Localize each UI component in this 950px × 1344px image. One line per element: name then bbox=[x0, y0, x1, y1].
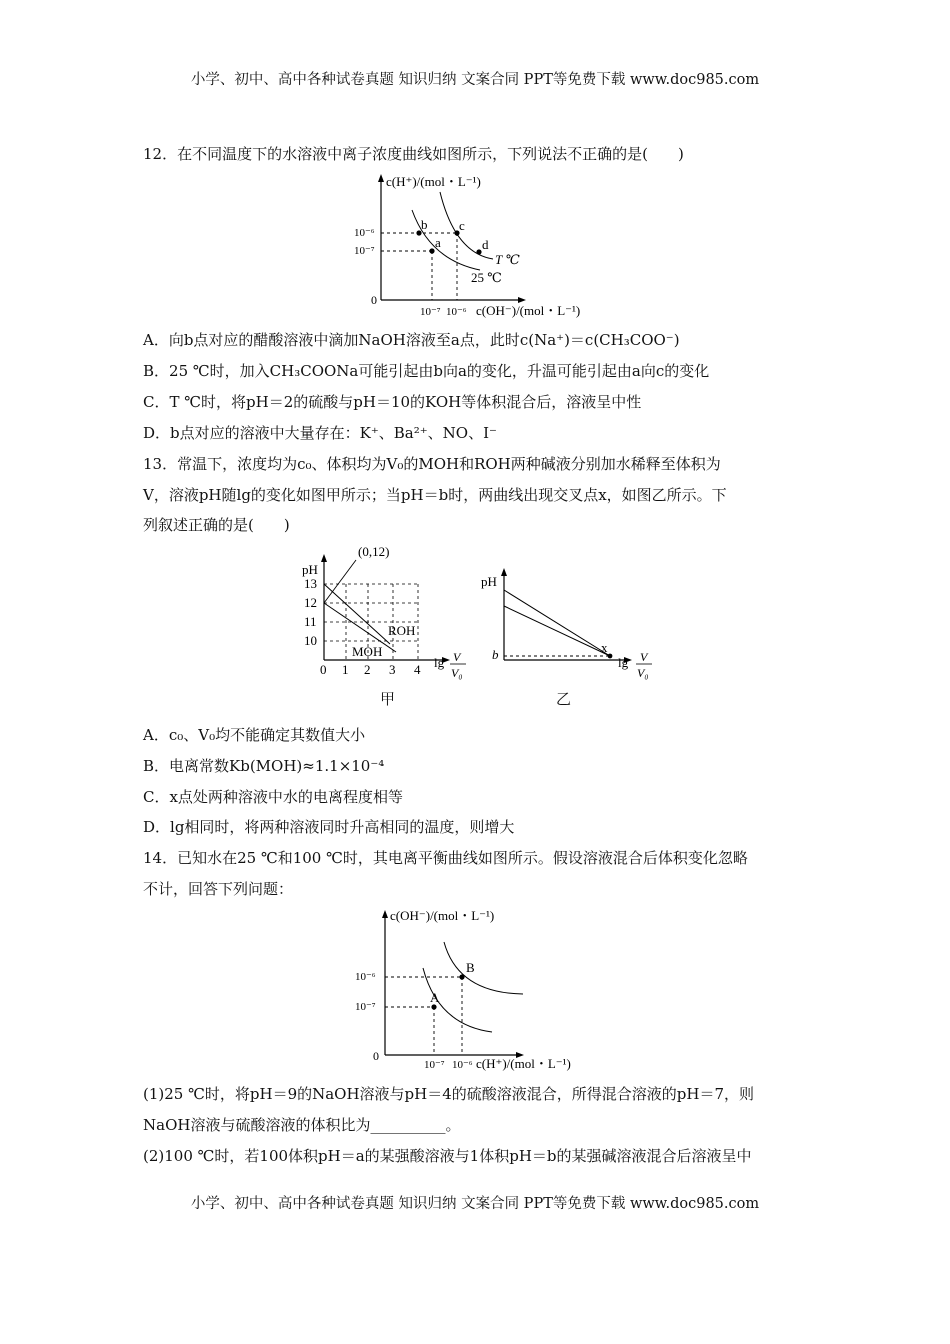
q14-xtick-2: 10⁻⁶ bbox=[452, 1059, 473, 1071]
jia-ytick-10: 10 bbox=[304, 633, 317, 648]
q12-graph bbox=[340, 168, 610, 318]
q14-ytick-2: 10⁻⁷ bbox=[355, 1001, 376, 1013]
q12-origin: 0 bbox=[371, 293, 377, 307]
q12-point-d: d bbox=[482, 237, 489, 252]
jia-xtick-0: 0 bbox=[320, 662, 327, 677]
q12-ytick-2: 10⁻⁷ bbox=[354, 245, 375, 257]
q14-stem-2: 不计，回答下列问题： bbox=[143, 880, 294, 898]
jia-ytick-11: 11 bbox=[304, 614, 317, 629]
q13-stem-3: 列叙述正确的是( ) bbox=[143, 516, 290, 534]
q12-option-d: D．b点对应的溶液中大量存在：K⁺、Ba²⁺、NO、I⁻ bbox=[143, 424, 497, 442]
yi-x-label: lg bbox=[618, 655, 629, 670]
jia-y-label: pH bbox=[302, 562, 318, 577]
q13-graph-jia bbox=[296, 540, 476, 680]
q14-stem-1: 14．已知水在25 ℃和100 ℃时，其电离平衡曲线如图所示。假设溶液混合后体积变化忽略 bbox=[143, 849, 748, 867]
yi-x-point: x bbox=[601, 640, 608, 655]
q14-origin: 0 bbox=[373, 1049, 379, 1063]
q14-part1-line1: (1)25 ℃时，将pH＝9的NaOH溶液与pH＝4的硫酸溶液混合，所得混合溶液的pH＝7，则 bbox=[143, 1085, 755, 1103]
jia-frac-den: V₀ bbox=[451, 666, 463, 680]
q12-ytick-1: 10⁻⁶ bbox=[354, 227, 375, 239]
jia-xtick-3: 3 bbox=[389, 662, 396, 677]
jia-point-label: (0,12) bbox=[358, 544, 390, 559]
q12-option-b: B．25 ℃时，加入CH₃COONa可能引起由b向a的变化，升温可能引起由a向c的变化 bbox=[143, 362, 710, 380]
q14-point-B: B bbox=[466, 960, 475, 975]
yi-y-label: pH bbox=[481, 574, 497, 589]
q12-curve-25: 25 ℃ bbox=[471, 270, 502, 285]
q12-x-label: c(OH⁻)/(mol・L⁻¹) bbox=[476, 303, 581, 318]
page-footer: 小学、初中、高中各种试卷真题 知识归纳 文案合同 PPT等免费下载 www.doc985.com bbox=[190, 1196, 760, 1212]
q13-stem-2: V，溶液pH随lg的变化如图甲所示；当pH＝b时，两曲线出现交叉点x，如图乙所示。下 bbox=[143, 486, 727, 504]
q12-option-c: C．T ℃时，将pH＝2的硫酸与pH＝10的KOH等体积混合后，溶液呈中性 bbox=[143, 393, 642, 411]
q12-curve-T: T ℃ bbox=[495, 252, 520, 267]
jia-caption: 甲 bbox=[380, 690, 396, 708]
q13-option-d: D．lg相同时，将两种溶液同时升高相同的温度，则增大 bbox=[143, 818, 515, 836]
q12-point-a: a bbox=[435, 235, 441, 250]
q14-y-label: c(OH⁻)/(mol・L⁻¹) bbox=[390, 908, 495, 923]
q14-part2: (2)100 ℃时，若100体积pH＝a的某强酸溶液与1体积pH＝b的某强碱溶液混合后溶液呈中 bbox=[143, 1147, 752, 1165]
yi-caption: 乙 bbox=[556, 690, 572, 708]
jia-xtick-1: 1 bbox=[342, 662, 349, 677]
q13-option-a: A．c₀、V₀均不能确定其数值大小 bbox=[143, 726, 366, 744]
q13-graph-yi bbox=[478, 560, 668, 680]
q12-stem: 12．在不同温度下的水溶液中离子浓度曲线如图所示，下列说法不正确的是( ) bbox=[143, 145, 684, 163]
q14-graph bbox=[340, 900, 610, 1075]
q12-option-a: A．向b点对应的醋酸溶液中滴加NaOH溶液至a点，此时c(Na⁺)＝c(CH₃COO⁻) bbox=[143, 331, 680, 349]
jia-xtick-2: 2 bbox=[364, 662, 371, 677]
q14-xtick-1: 10⁻⁷ bbox=[424, 1059, 445, 1071]
q14-part1-line2: NaOH溶液与硫酸溶液的体积比为__________。 bbox=[143, 1116, 461, 1134]
yi-frac-num: V bbox=[640, 650, 648, 664]
q12-point-c: c bbox=[459, 218, 465, 233]
jia-frac-num: V bbox=[453, 650, 461, 664]
q13-option-c: C．x点处两种溶液中水的电离程度相等 bbox=[143, 788, 403, 806]
jia-ytick-13: 13 bbox=[304, 576, 317, 591]
q14-x-label: c(H⁺)/(mol・L⁻¹) bbox=[476, 1056, 571, 1071]
jia-ytick-12: 12 bbox=[304, 595, 317, 610]
page-header: 小学、初中、高中各种试卷真题 知识归纳 文案合同 PPT等免费下载 www.doc985.com bbox=[190, 72, 760, 88]
q14-point-A: A bbox=[430, 990, 440, 1005]
yi-b-label: b bbox=[492, 647, 499, 662]
jia-roh: ROH bbox=[388, 623, 416, 638]
q13-option-b: B．电离常数Kb(MOH)≈1.1×10⁻⁴ bbox=[143, 757, 385, 775]
yi-frac-den: V₀ bbox=[637, 666, 649, 680]
q13-stem-1: 13．常温下，浓度均为c₀、体积均为V₀的MOH和ROH两种碱液分别加水稀释至体积为 bbox=[143, 455, 721, 473]
jia-xtick-4: 4 bbox=[414, 662, 421, 677]
q12-xtick-1: 10⁻⁷ bbox=[420, 306, 441, 318]
q12-y-label: c(H⁺)/(mol・L⁻¹) bbox=[386, 174, 481, 189]
q14-ytick-1: 10⁻⁶ bbox=[355, 971, 376, 983]
q12-point-b: b bbox=[421, 217, 428, 232]
jia-moh: MOH bbox=[352, 644, 383, 659]
jia-x-label: lg bbox=[434, 655, 445, 670]
q12-xtick-2: 10⁻⁶ bbox=[446, 306, 467, 318]
